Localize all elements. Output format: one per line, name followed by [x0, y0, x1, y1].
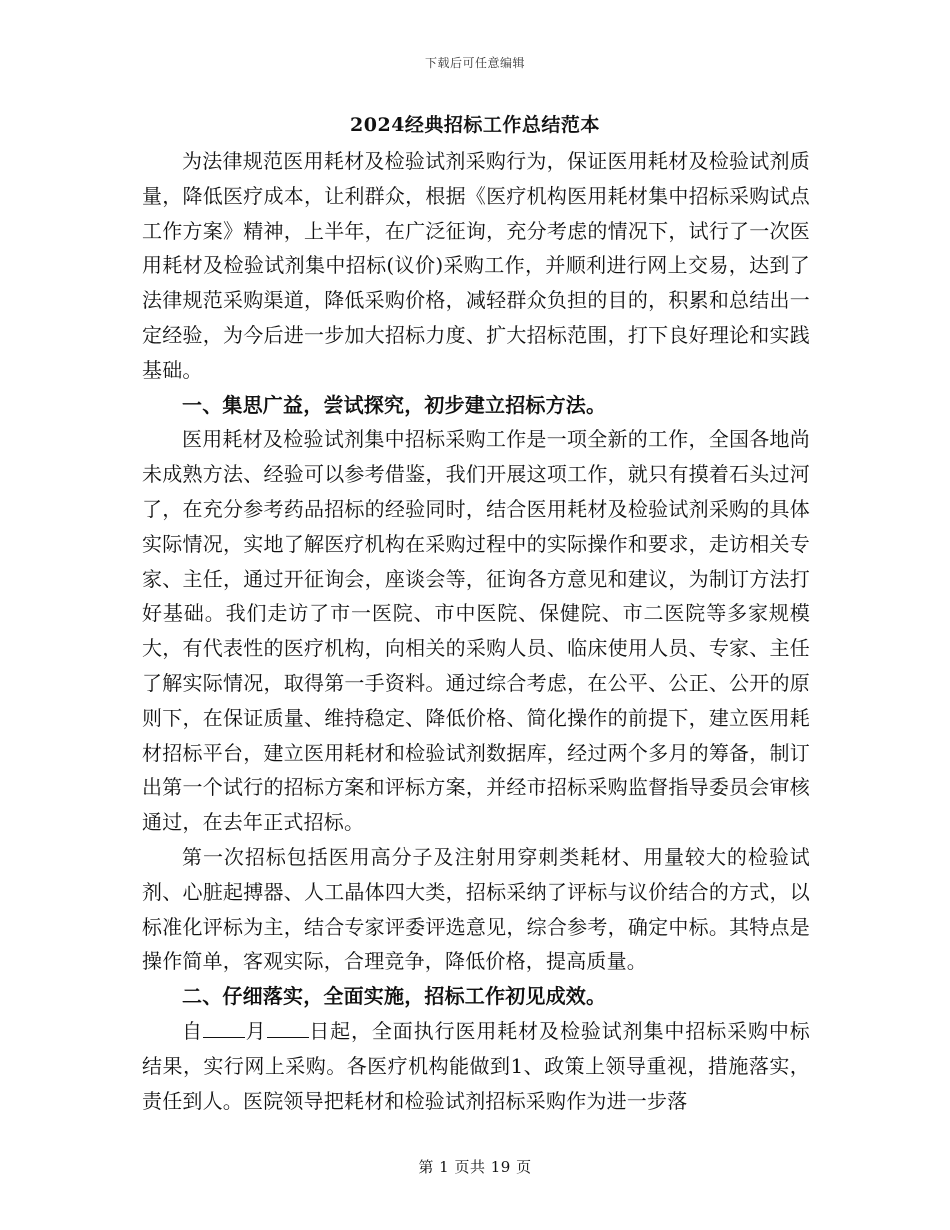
paragraph-intro: 为法律规范医用耗材及检验试剂采购行为，保证医用耗材及检验试剂质量，降低医疗成本，让利群众，根据《医疗机构医用耗材集中招标采购试点工作方案》精神，上半年，在广泛征询，充分考虑的情况下，试行了一次医用耗材及检验试剂集中招标(议价)采购工作，并顺利进行网上交易，达到了法律规范采购渠道，降低采购价格，减轻群众负担的目的，积累和总结出一定经验，为今后进一步加大招标力度、扩大招标范围，打下良好理论和实践基础。 [142, 149, 810, 382]
section-heading-1: 一、集思广益，尝试探究，初步建立招标方法。 [182, 392, 607, 417]
document-body [142, 144, 810, 1118]
document-title: 2024经典招标工作总结范本 [350, 114, 600, 136]
paragraph-text-part3: 日起，全面执行医用耗材及检验试剂集中招标采购中标结果，实行网上采购。各医疗机构能做到1、政策上领导重视，措施落实，责任到人。医院领导把耗材和检验试剂招标采购作为进一步落 [142, 1018, 810, 1113]
page-number-footer: 第 1 页共 19 页 [418, 1158, 532, 1176]
paragraph-section2-body [142, 1014, 810, 1118]
header-note: 下载后可任意编辑 [424, 56, 525, 70]
paragraph-text-part2: 月 [244, 1018, 267, 1043]
day-blank [267, 1017, 309, 1038]
paragraph-section1-first-bid: 第一次招标包括医用高分子及注射用穿刺类耗材、用量较大的检验试剂、心脏起搏器、人工晶体四大类，招标采纳了评标与议价结合的方式，以标准化评标为主，结合专家评委评选意见，综合参考，确定中标。其特点是操作简单，客观实际，合理竞争，降低价格，提高质量。 [142, 844, 810, 974]
section-heading-2: 二、仔细落实，全面实施，招标工作初见成效。 [182, 984, 607, 1009]
paragraph-section1-body: 医用耗材及检验试剂集中招标采购工作是一项全新的工作，全国各地尚未成熟方法、经验可以参考借鉴，我们开展这项工作，就只有摸着石头过河了，在充分参考药品招标的经验同时，结合医用耗材及检验试剂采购的具体实际情况，实地了解医疗机构在采购过程中的实际操作和要求，走访相关专家、主任，通过开征询会，座谈会等，征询各方意见和建议，为制订方法打好基础。我们走访了市一医院、市中医院、保健院、市二医院等多家规模大，有代表性的医疗机构，向相关的采购人员、临床使用人员、专家、主任了解实际情况，取得第一手资料。通过综合考虑，在公平、公正、公开的原则下，在保证质量、维持稳定、降低价格、简化操作的前提下，建立医用耗材招标平台，建立医用耗材和检验试剂数据库，经过两个多月的筹备，制订出第一个试行的招标方案和评标方案，并经市招标采购监督指导委员会审核通过，在去年正式招标。 [142, 427, 810, 835]
month-blank [203, 1017, 245, 1038]
paragraph-text-part1: 自 [182, 1018, 203, 1043]
